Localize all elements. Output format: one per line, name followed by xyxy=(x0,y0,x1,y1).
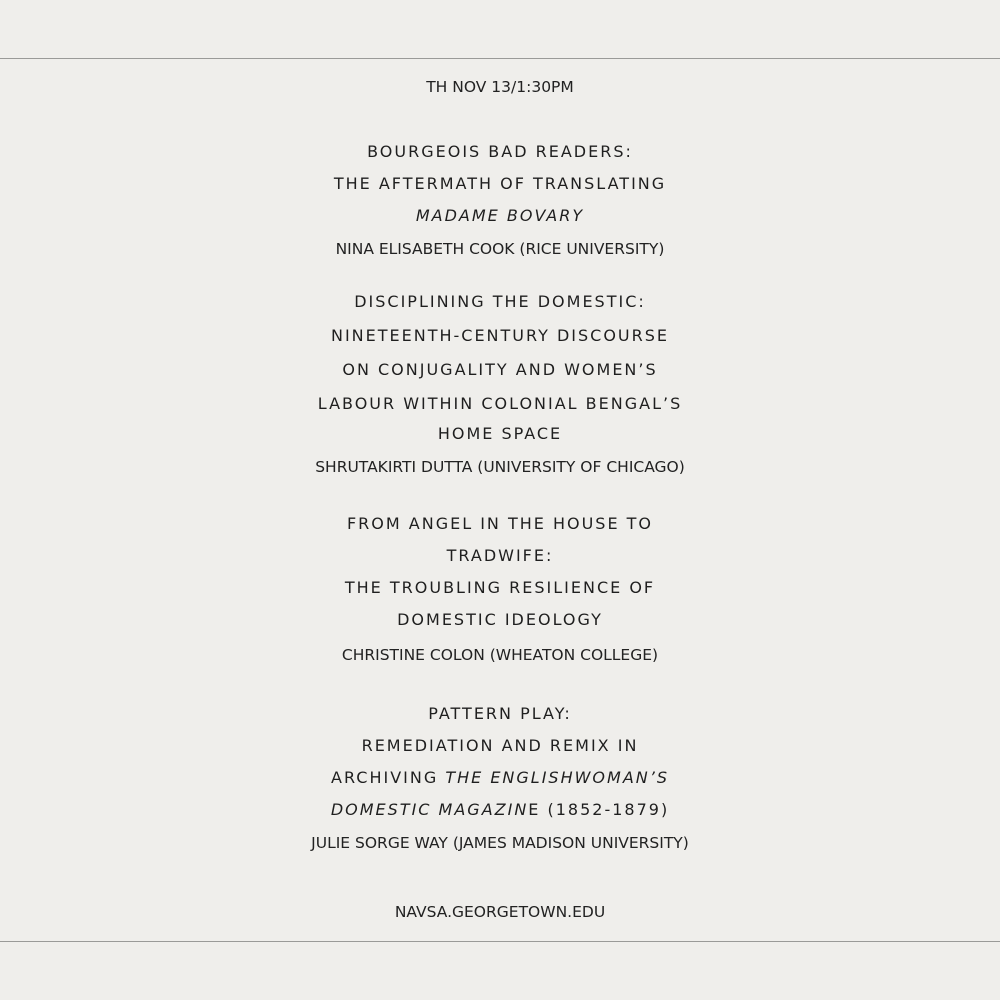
talk-3-title-line-3: THE TROUBLING RESILIENCE OF xyxy=(344,578,656,597)
talk-1-presenter: NINA ELISABETH COOK (RICE UNIVERSITY) xyxy=(335,240,665,258)
footer-url: NAVSA.GEORGETOWN.EDU xyxy=(394,903,606,921)
talk-3-title-line-2: TRADWIFE: xyxy=(446,546,554,565)
talk-4-title-years: E (1852-1879) xyxy=(528,800,670,819)
talk-2-title-line-2: NINETEENTH-CENTURY DISCOURSE xyxy=(330,326,670,345)
talk-2-title-line-3: ON CONJUGALITY AND WOMEN’S xyxy=(342,360,658,379)
talk-3-presenter: CHRISTINE COLON (WHEATON COLLEGE) xyxy=(341,646,659,664)
talk-1-title-line-1: BOURGEOIS BAD READERS: xyxy=(367,142,633,161)
talk-4-title-line-3 xyxy=(0,768,1000,787)
talk-4-title-italic-domestic-magazine: DOMESTIC MAGAZIN xyxy=(330,800,529,819)
talk-2-title-line-4: LABOUR WITHIN COLONIAL BENGAL’S xyxy=(317,394,683,413)
talk-1-title-line-3 xyxy=(0,206,1000,225)
talk-3-title-line-1: FROM ANGEL IN THE HOUSE TO xyxy=(346,514,654,533)
talk-1-title-line-2: THE AFTERMATH OF TRANSLATING xyxy=(333,174,667,193)
talk-4-presenter: JULIE SORGE WAY (JAMES MADISON UNIVERSITY) xyxy=(311,834,689,852)
talk-4-title-archiving: ARCHIVING xyxy=(331,768,446,787)
talk-2-title-line-1: DISCIPLINING THE DOMESTIC: xyxy=(354,292,646,311)
top-divider xyxy=(0,58,1000,59)
talk-4-title-italic-englishwomans: THE ENGLISHWOMAN’S xyxy=(445,768,669,787)
talk-2-title-line-5: HOME SPACE xyxy=(437,424,563,443)
session-date-time: TH NOV 13/1:30PM xyxy=(426,78,574,96)
bottom-divider xyxy=(0,941,1000,942)
talk-3-title-line-4: DOMESTIC IDEOLOGY xyxy=(397,610,603,629)
talk-2-presenter: SHRUTAKIRTI DUTTA (UNIVERSITY OF CHICAGO) xyxy=(315,458,685,476)
talk-1-title-italic: MADAME BOVARY xyxy=(415,206,585,225)
talk-4-title-line-4 xyxy=(0,800,1000,819)
talk-4-title-line-2: REMEDIATION AND REMIX IN xyxy=(361,736,639,755)
talk-4-title-line-1: PATTERN PLAY: xyxy=(428,704,572,723)
